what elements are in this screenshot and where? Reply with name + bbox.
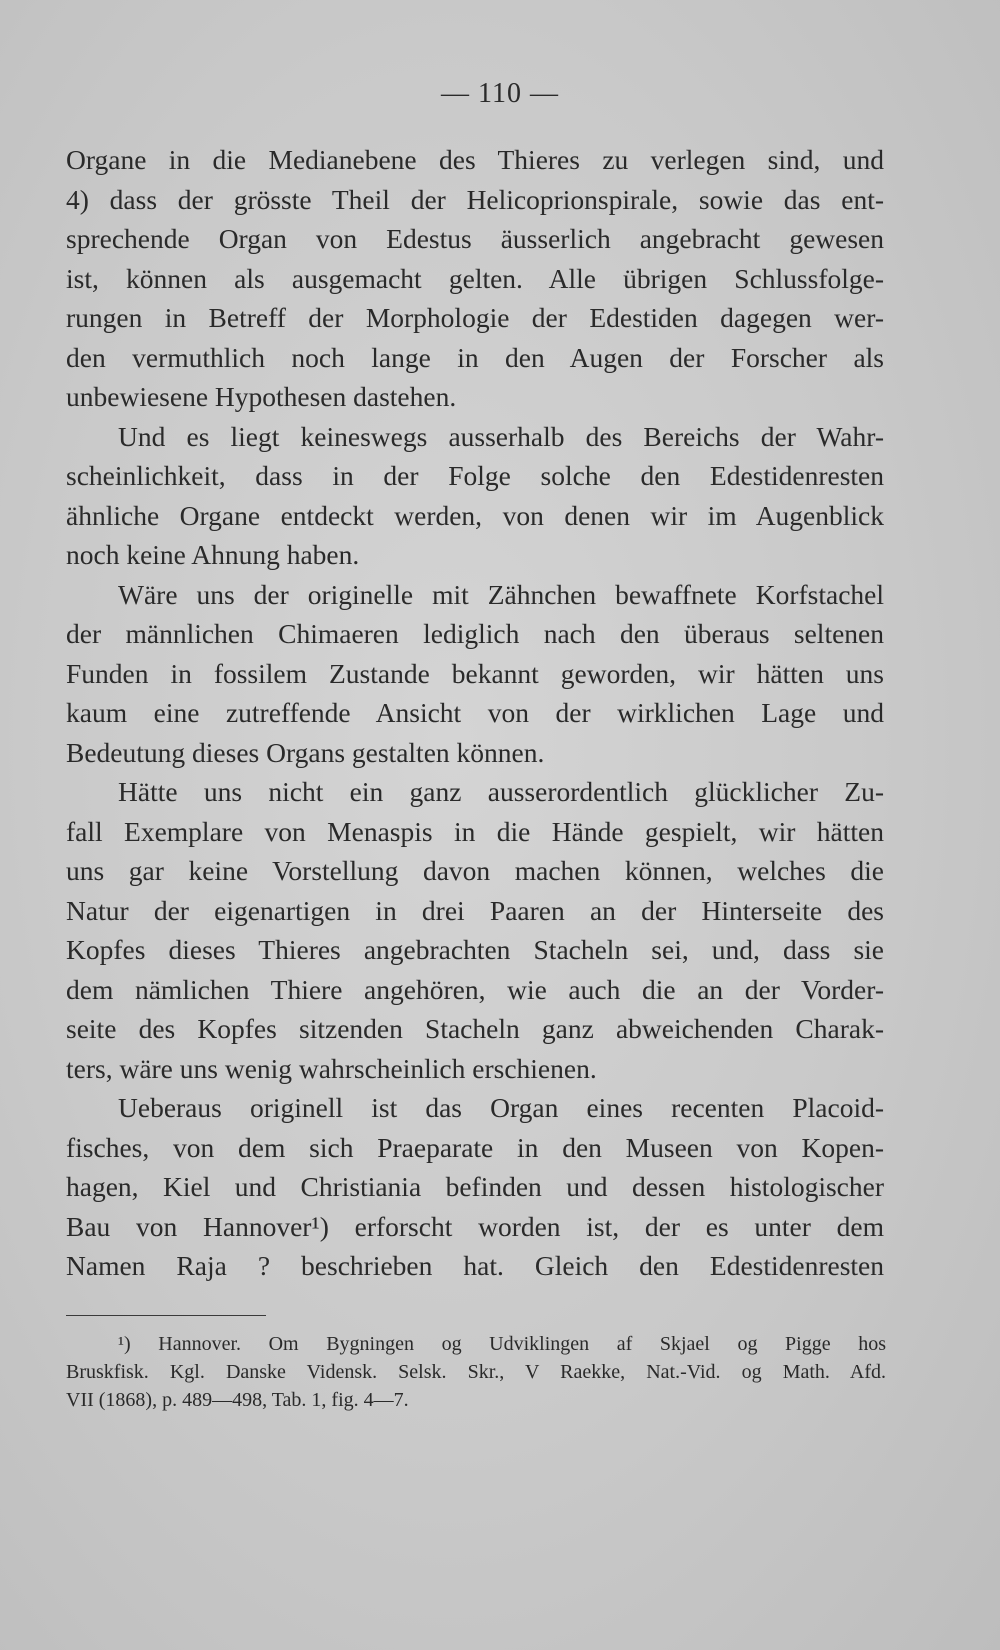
text-line: Hätte uns nicht ein ganz ausserordentlich glücklicher Zu-: [118, 776, 884, 807]
text-line: uns gar keine Vorstellung davon machen können, welches die: [66, 855, 884, 886]
text-line: rungen in Betreff der Morphologie der Edestiden dagegen wer-: [66, 302, 884, 333]
text-line: sprechende Organ von Edestus äusserlich angebracht gewesen: [66, 223, 884, 254]
footnote-line: VII (1868), p. 489—498, Tab. 1, fig. 4—7.: [66, 1389, 409, 1411]
text-line: Und es liegt keineswegs ausserhalb des Bereichs der Wahr-: [118, 420, 884, 452]
text-line: unbewiesene Hypothesen dastehen.: [66, 381, 457, 412]
paragraph-3: [66, 575, 884, 773]
footnote-line: Bruskfisk. Kgl. Danske Vidensk. Selsk. Skr., V Raekke, Nat.-Vid. og Math. Afd.: [66, 1361, 886, 1383]
text-line: der männlichen Chimaeren lediglich nach den überaus seltenen: [66, 618, 884, 649]
text-line: Wäre uns der originelle mit Zähnchen bewaffnete Korfstachel: [118, 578, 884, 610]
text-line: ist, können als ausgemacht gelten. Alle übrigen Schlussfolge-: [66, 262, 884, 294]
text-line: Bau von Hannover¹) erforscht worden ist, der es unter dem: [66, 1210, 884, 1242]
footnote-divider: [66, 1315, 266, 1316]
paragraph-4: [66, 772, 884, 1088]
paragraph-1: [66, 140, 884, 417]
text-line: Funden in fossilem Zustande bekannt geworden, wir hätten uns: [66, 657, 884, 689]
footnote: [66, 1330, 886, 1414]
text-line: fisches, von dem sich Praeparate in den Museen von Kopen-: [66, 1131, 884, 1163]
footnote-line: ¹) Hannover. Om Bygningen og Udviklingen af Skjael og Pigge hos: [118, 1333, 886, 1355]
text-line: seite des Kopfes sitzenden Stacheln ganz abweichenden Charak-: [66, 1013, 884, 1044]
text-line: ähnliche Organe entdeckt werden, von denen wir im Augenblick: [66, 499, 884, 531]
page-number: — 110 —: [441, 78, 559, 109]
text-line: dem nämlichen Thiere angehören, wie auch die an der Vorder-: [66, 973, 884, 1005]
text-line: ters, wäre uns wenig wahrscheinlich erschienen.: [66, 1052, 597, 1084]
text-line: den vermuthlich noch lange in den Augen der Forscher als: [66, 341, 884, 373]
text-line: Bedeutung dieses Organs gestalten können.: [66, 736, 545, 768]
text-line: Namen Raja ? beschrieben hat. Gleich den Edestidenresten: [66, 1250, 884, 1281]
text-line: 4) dass der grösste Theil der Helicoprionspirale, sowie das ent-: [66, 183, 884, 215]
body-text: [66, 140, 884, 1286]
text-line: Kopfes dieses Thieres angebrachten Stacheln sei, und, dass sie: [66, 934, 884, 965]
text-line: Organe in die Medianebene des Thieres zu verlegen sind, und: [66, 144, 884, 175]
text-line: noch keine Ahnung haben.: [66, 539, 360, 570]
text-line: Natur der eigenartigen in drei Paaren an der Hinterseite des: [66, 894, 884, 926]
text-line: scheinlichkeit, dass in der Folge solche den Edestidenresten: [66, 460, 884, 491]
text-line: hagen, Kiel und Christiania befinden und dessen histologischer: [66, 1171, 884, 1202]
paragraph-5: [66, 1088, 884, 1286]
text-line: kaum eine zutreffende Ansicht von der wirklichen Lage und: [66, 697, 884, 728]
text-line: Ueberaus originell ist das Organ eines recenten Placoid-: [118, 1092, 884, 1123]
paragraph-2: [66, 417, 884, 575]
text-line: fall Exemplare von Menaspis in die Hände gespielt, wir hätten: [66, 815, 884, 847]
